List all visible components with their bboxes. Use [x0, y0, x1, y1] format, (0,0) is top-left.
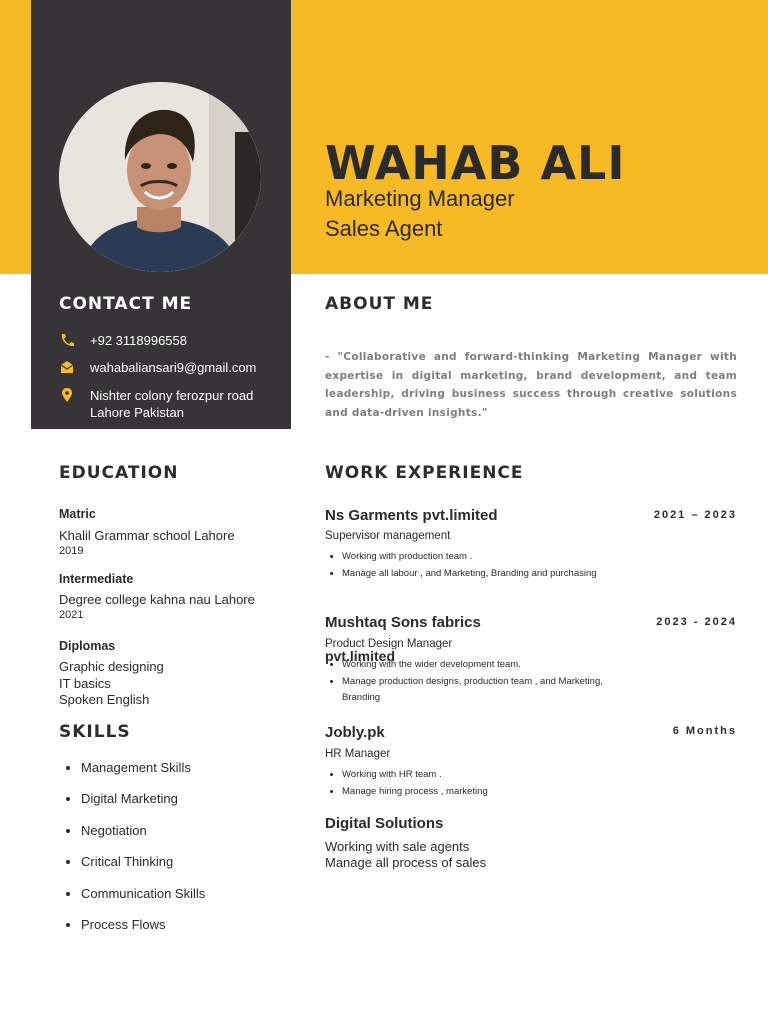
diploma-item: Spoken English: [59, 692, 150, 707]
education-intermediate-year: 2021: [59, 609, 84, 621]
contact-address: [59, 387, 280, 421]
skills-list: [59, 760, 205, 948]
job-company: Jobly.pk: [325, 724, 385, 741]
skill-item: • Critical Thinking: [81, 854, 205, 885]
job-bullet: • Working with HR team .: [342, 767, 642, 784]
profile-photo: [59, 82, 261, 272]
job-company: Ns Garments pvt.limited: [325, 507, 498, 524]
job-bullets: [325, 767, 642, 800]
contact-phone: [59, 332, 280, 349]
about-text: - "Collaborative and forward-thinking Marketing Manager with expertise in digital marketing, brand development, and team leadership, driving business success through creative solutions and data-driven insights.": [325, 351, 737, 419]
skill-item: • Process Flows: [81, 917, 205, 948]
job-role: HR Manager: [325, 748, 391, 760]
job-dates: 6 Months: [672, 725, 737, 737]
education-heading: EDUCATION: [59, 463, 179, 483]
education-intermediate-title: Intermediate: [59, 572, 134, 586]
about-heading: ABOUT ME: [325, 294, 434, 314]
education-intermediate-school: Degree college kahna nau Lahore: [59, 592, 255, 607]
skill-item: • Digital Marketing: [81, 791, 205, 822]
job-company: Mushtaq Sons fabrics: [325, 614, 481, 631]
skills-heading: SKILLS: [59, 722, 131, 742]
job-bullets: [325, 657, 642, 707]
role-primary: Marketing Manager: [325, 186, 515, 211]
location-pin-icon: [59, 388, 75, 402]
job-bullet: • Working with the wider development team.: [342, 657, 642, 674]
phone-icon: [59, 333, 75, 347]
skill-item: • Management Skills: [81, 760, 205, 791]
email-address[interactable]: wahabaliansari9@gmail.com: [90, 360, 257, 375]
phone-number[interactable]: +92 3118996558: [90, 333, 187, 348]
job-line: Manage all process of sales: [325, 855, 487, 870]
contact-email: [59, 359, 280, 376]
job-bullet: • Manage hiring process , marketing: [342, 784, 642, 801]
job-company: Digital Solutions: [325, 815, 444, 832]
portrait-illustration: [59, 82, 261, 272]
education-matric-title: Matric: [59, 507, 96, 521]
job-bullet: • Manage production designs, production team , and Marketing, Branding: [342, 674, 642, 707]
job-line: Working with sale agents: [325, 839, 470, 854]
skill-item: • Communication Skills: [81, 886, 205, 917]
education-matric-year: 2019: [59, 545, 84, 557]
job-bullets: [325, 549, 642, 582]
job-role: Supervisor management: [325, 530, 451, 542]
candidate-name: WAHAB ALI: [325, 136, 626, 190]
role-secondary: Sales Agent: [325, 216, 443, 241]
job-bullet: • Manage all labour , and Marketing, Branding and purchasing: [342, 566, 642, 583]
job-role: Product Design Manager: [325, 638, 453, 650]
diploma-item: Graphic designing: [59, 659, 164, 674]
education-matric-school: Khalil Grammar school Lahore: [59, 528, 235, 543]
work-heading: WORK EXPERIENCE: [325, 463, 524, 483]
education-diplomas-title: Diplomas: [59, 639, 116, 653]
job-company-continued: pvt.limited: [325, 648, 396, 664]
job-dates: 2023 - 2024: [656, 616, 737, 628]
job-bullet: • Working with production team .: [342, 549, 642, 566]
skill-item: • Negotiation: [81, 823, 205, 854]
envelope-icon: [59, 360, 75, 374]
address-text: Nishter colony ferozpur road Lahore Pakistan: [90, 388, 254, 420]
diploma-item: IT basics: [59, 676, 111, 691]
job-dates: 2021 – 2023: [653, 509, 737, 521]
contact-heading: CONTACT ME: [59, 294, 193, 314]
